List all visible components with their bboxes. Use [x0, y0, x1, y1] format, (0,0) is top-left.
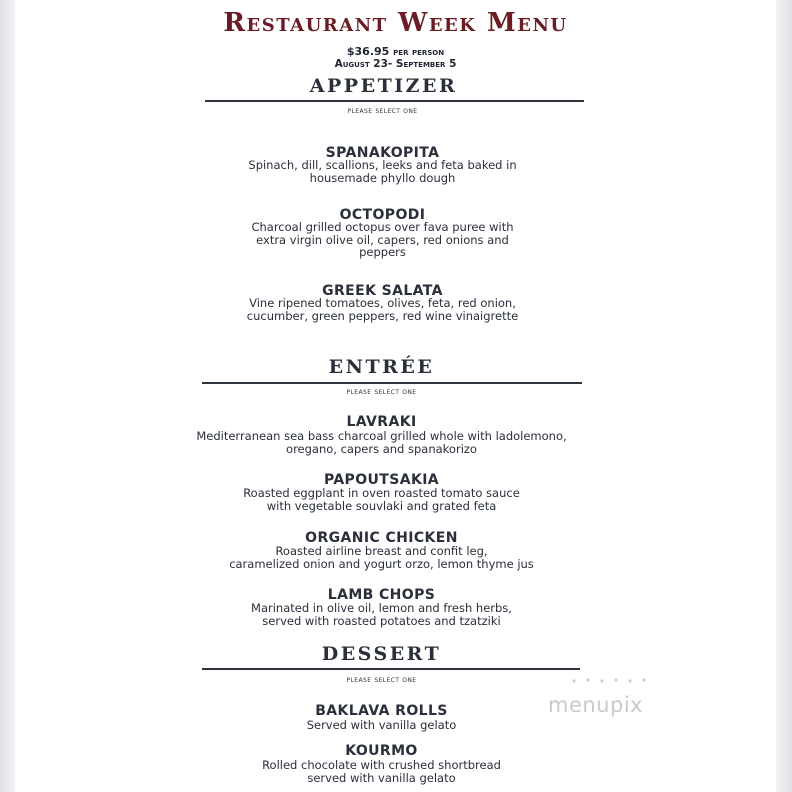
menu-item-description: Spinach, dill, scallions, leeks and feta baked in housemade phyllo dough [248, 158, 517, 185]
menu-item-name: GREEK SALATA [322, 283, 443, 299]
dessert-divider [202, 668, 580, 670]
right-frame-border [776, 0, 792, 792]
menu-item-name: BAKLAVA ROLLS [315, 703, 448, 719]
dessert-select-note: please select one [346, 675, 417, 684]
menu-item-name: LAVRAKI [346, 414, 417, 430]
menu-item-name: OCTOPODI [339, 207, 426, 223]
menu-dates: August 23- September 5 [334, 58, 457, 70]
menu-item-description: Rolled chocolate with crushed shortbread served with vanilla gelato [262, 758, 501, 785]
menu-item-name: SPANAKOPITA [325, 145, 440, 161]
menu-item-description: Charcoal grilled octopus over fava puree with extra virgin olive oil, capers, red onions and peppers [251, 220, 514, 259]
menu-item-name: PAPOUTSAKIA [323, 472, 440, 488]
price-value: $36.95 [346, 45, 390, 58]
menu-item-description: Marinated in olive oil, lemon and fresh herbs, served with roasted potatoes and tzatziki [251, 601, 512, 628]
menu-title: Restaurant Week Menu [223, 8, 568, 38]
menu-item-description: Vine ripened tomatoes, olives, feta, red onion, cucumber, green peppers, red wine vinaigrette [246, 296, 519, 323]
menu-item-name: LAMB CHOPS [327, 587, 436, 603]
watermark-dots [568, 676, 658, 686]
menupix-watermark: menupix [548, 693, 644, 717]
price-unit: per person [393, 47, 445, 58]
left-frame-border [0, 0, 15, 792]
menu-price [15, 45, 776, 58]
menu-page [15, 0, 776, 792]
entree-heading: ENTRÉE [328, 356, 435, 378]
menu-item-description: Mediterranean sea bass charcoal grilled whole with ladolemono, oregano, capers and spanakorizo [196, 429, 567, 456]
appetizer-divider [205, 100, 584, 102]
entree-select-note: please select one [346, 387, 417, 396]
menu-item-name: ORGANIC CHICKEN [305, 530, 458, 546]
menu-item-description: Roasted eggplant in oven roasted tomato sauce with vegetable souvlaki and grated feta [243, 486, 520, 513]
appetizer-select-note: please select one [347, 106, 418, 115]
dessert-heading: DESSERT [321, 643, 442, 665]
menu-item-description: Roasted airline breast and confit leg, caramelized onion and yogurt orzo, lemon thyme jus [229, 544, 534, 571]
menu-item-name: KOURMO [345, 743, 418, 759]
appetizer-heading: APPETIZER [309, 75, 458, 97]
menu-item-description: Served with vanilla gelato [306, 718, 457, 732]
entree-divider [202, 382, 582, 384]
